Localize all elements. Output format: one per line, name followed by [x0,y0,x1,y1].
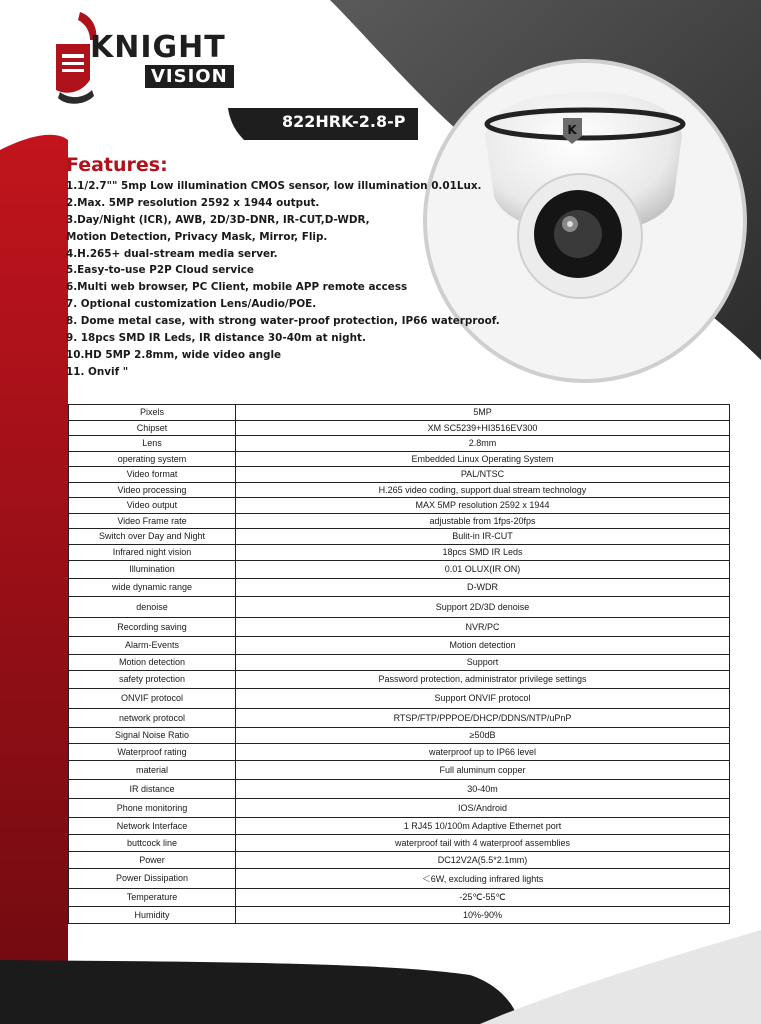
badge-letter: K [567,123,577,137]
spec-label: Waterproof rating [69,743,236,760]
bottom-grey-wave [480,930,761,1024]
spec-value: D-WDR [236,578,730,596]
spec-label: material [69,760,236,779]
spec-label: Video processing [69,482,236,498]
spec-value: ≥50dB [236,727,730,743]
spec-value: ＜6W, excluding infrared lights [236,868,730,888]
spec-value: 2.8mm [236,436,730,452]
spec-value: 18pcs SMD IR Leds [236,544,730,560]
spec-label: denoise [69,596,236,617]
table-row [69,498,730,514]
spec-value: Support [236,654,730,670]
table-row [69,654,730,670]
spec-value: 5MP [236,405,730,421]
spec-value: waterproof tail with 4 waterproof assemblies [236,834,730,851]
brand-logo [50,10,250,110]
feature-item: 6.Multi web browser, PC Client, mobile APP remote access [66,281,408,294]
spec-label: Phone monitoring [69,798,236,817]
table-row [69,868,730,888]
spec-value: IOS/Android [236,798,730,817]
spec-table [68,404,730,924]
table-row [69,760,730,779]
spec-value: adjustable from 1fps-20fps [236,513,730,529]
model-number: 822HRK-2.8-P [282,112,406,131]
spec-label: Pixels [69,405,236,421]
spec-value: MAX 5MP resolution 2592 x 1944 [236,498,730,514]
table-row [69,420,730,436]
spec-label: IR distance [69,779,236,798]
brand-name-line2: VISION [145,65,234,88]
feature-item: 7. Optional customization Lens/Audio/POE. [66,298,317,311]
spec-value: waterproof up to IP66 level [236,743,730,760]
spec-label: network protocol [69,708,236,727]
spec-value: 10%-90% [236,906,730,923]
spec-label: Network Interface [69,817,236,834]
spec-value: Support ONVIF protocol [236,688,730,708]
table-row [69,529,730,545]
table-row [69,670,730,688]
spec-label: Infrared night vision [69,544,236,560]
feature-item: 5.Easy-to-use P2P Cloud service [66,264,254,277]
spec-value: XM SC5239+HI3516EV300 [236,420,730,436]
table-row [69,888,730,906]
table-row [69,727,730,743]
spec-label: Video output [69,498,236,514]
feature-item: 3.Day/Night (ICR), AWB, 2D/3D-DNR, IR-CUT,D-WDR, [66,213,370,226]
spec-label: Motion detection [69,654,236,670]
table-row [69,688,730,708]
table-row [69,405,730,421]
spec-value: DC12V2A(5.5*2.1mm) [236,851,730,868]
spec-label: Power [69,851,236,868]
bottom-dark-wave [0,960,520,1024]
table-row [69,560,730,578]
table-row [69,436,730,452]
feature-item: 2.Max. 5MP resolution 2592 x 1944 output. [66,196,320,209]
spec-value: Full aluminum copper [236,760,730,779]
spec-label: Switch over Day and Night [69,529,236,545]
table-row [69,798,730,817]
spec-value: Motion detection [236,636,730,654]
table-row [69,596,730,617]
spec-label: ONVIF protocol [69,688,236,708]
feature-item: 4.H.265+ dual-stream media server. [66,247,278,260]
feature-item: 9. 18pcs SMD IR Leds, IR distance 30-40m at night. [66,332,366,345]
table-row [69,906,730,923]
spec-value: 1 RJ45 10/100m Adaptive Ethernet port [236,817,730,834]
spec-value: PAL/NTSC [236,467,730,483]
table-row [69,817,730,834]
spec-label: Recording saving [69,617,236,636]
table-row [69,544,730,560]
spec-label: buttcock line [69,834,236,851]
spec-label: operating system [69,451,236,467]
spec-value: Embedded Linux Operating System [236,451,730,467]
table-row [69,851,730,868]
spec-value: RTSP/FTP/PPPOE/DHCP/DDNS/NTP/uPnP [236,708,730,727]
spec-value: NVR/PC [236,617,730,636]
brand-name-line1: KNIGHT [90,30,226,65]
spec-label: Power Dissipation [69,868,236,888]
table-row [69,513,730,529]
spec-value: Bulit-in IR-CUT [236,529,730,545]
feature-item: 11. Onvif " [66,365,129,378]
table-row [69,708,730,727]
feature-item: 8. Dome metal case, with strong water-proof protection, IP66 waterproof. [66,315,500,328]
spec-label: Alarm-Events [69,636,236,654]
table-row [69,636,730,654]
spec-label: Video Frame rate [69,513,236,529]
table-row [69,467,730,483]
feature-item: Motion Detection, Privacy Mask, Mirror, Flip. [66,230,328,243]
table-row [69,578,730,596]
spec-label: Temperature [69,888,236,906]
spec-value: 0.01 OLUX(IR ON) [236,560,730,578]
spec-value: Password protection, administrator privilege settings [236,670,730,688]
features-list [66,178,500,381]
table-row [69,834,730,851]
spec-label: Lens [69,436,236,452]
spec-value: -25℃-55℃ [236,888,730,906]
feature-item: 1.1/2.7"" 5mp Low illumination CMOS sensor, low illumination 0.01Lux. [66,180,482,192]
spec-label: wide dynamic range [69,578,236,596]
spec-value: H.265 video coding, support dual stream technology [236,482,730,498]
table-row [69,779,730,798]
spec-value: 30-40m [236,779,730,798]
table-row [69,743,730,760]
table-row [69,451,730,467]
table-row [69,617,730,636]
red-side-band [0,135,68,1024]
features-heading: Features: [66,154,168,176]
spec-label: Video format [69,467,236,483]
table-row [69,482,730,498]
spec-label: Illumination [69,560,236,578]
spec-label: safety protection [69,670,236,688]
spec-label: Humidity [69,906,236,923]
spec-value: Support 2D/3D denoise [236,596,730,617]
feature-item: 10.HD 5MP 2.8mm, wide video angle [66,348,282,361]
spec-label: Signal Noise Ratio [69,727,236,743]
spec-label: Chipset [69,420,236,436]
